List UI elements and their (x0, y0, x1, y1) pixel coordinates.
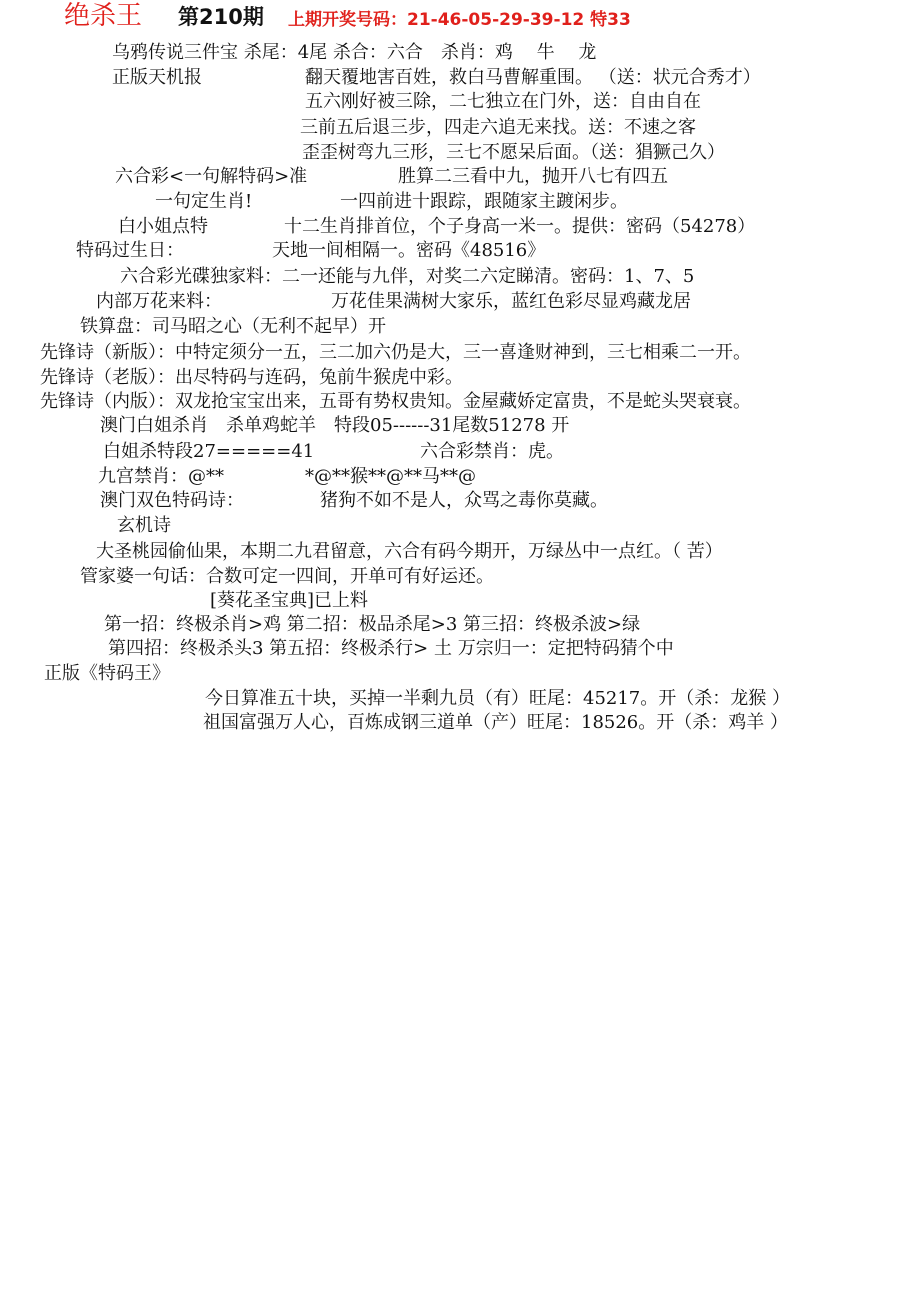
line-wanhua-text: 万花佳果满树大家乐，蓝红色彩尽显鸡藏龙居 (331, 291, 691, 312)
line-tema-king-2: 祖国富强万人心，百炼成钢三道单（产）旺尾：18526。开（杀：鸡羊 ） (203, 712, 788, 733)
section-heading-tema-king: 正版《特码王》 (44, 663, 170, 684)
line-disc-exclusive: 六合彩光碟独家料：二一还能与九伴，对奖二六定睇清。密码：1、7、5 (120, 266, 695, 287)
line-nine-palace-label: 九宫禁肖：@** (98, 466, 224, 487)
line-iron-abacus: 铁算盘：司马昭之心（无利不起早）开 (80, 316, 386, 337)
line-moves-1: 第一招：终极杀肖>鸡 第二招：极品杀尾>3 第三招：终极杀波>绿 (104, 614, 641, 635)
line-tianji-3: 三前五后退三步，四走六追无来找。送：不速之客 (300, 117, 696, 138)
section-heading-mystic-poem: 玄机诗 (117, 515, 171, 536)
line-poem-inner: 先锋诗（内版）：双龙抢宝宝出来，五哥有势权贵知。金屋藏娇定富贵，不是蛇头哭衰衰。 (40, 391, 751, 412)
line-moves-2: 第四招：终极杀头3 第五招：终极杀行> 土 万宗归一：定把特码猜个中 (108, 638, 674, 659)
line-forbidden-zodiac: 六合彩禁肖：虎。 (420, 441, 564, 462)
line-macau-kill: 澳门白姐杀肖 杀单鸡蛇羊 特段05------31尾数51278 开 (100, 415, 570, 436)
line-crow-legend: 乌鸦传说三件宝 杀尾：4尾 杀合：六合 杀肖：鸡 牛 龙 (112, 42, 597, 63)
line-zodiac-label: 一句定生肖! (155, 191, 253, 212)
line-tianji-label: 正版天机报 (112, 67, 202, 88)
line-one-sentence-text: 胜算二三看中九，抛开八七有四五 (398, 166, 668, 187)
line-tianji-text: 翻天覆地害百姓，救白马曹解重围。 （送：状元合秀才） (305, 67, 761, 88)
line-poem-old: 先锋诗（老版）：出尽特码与连码，兔前牛猴虎中彩。 (40, 367, 463, 388)
last-draw-result: 上期开奖号码：21-46-05-29-39-12 特33 (288, 10, 631, 30)
line-miss-bai-text: 十二生肖排首位，个子身高一米一。提供：密码（54278） (284, 216, 756, 237)
line-two-color-label: 澳门双色特码诗： (100, 490, 244, 511)
line-miss-bai-label: 白小姐点特 (118, 216, 208, 237)
line-tianji-4: 歪歪树弯九三形，三七不愿呆后面。（送：猖獗己久） (302, 142, 725, 163)
line-tianji-2: 五六刚好被三除，二七独立在门外，送：自由自在 (305, 91, 701, 112)
line-nine-palace-text: *@**猴**@**马**@ (305, 466, 476, 487)
line-housekeeper: 管家婆一句话：合数可定一四间，开单可有好运还。 (80, 566, 494, 587)
line-poem-new: 先锋诗（新版）：中特定须分一五，三二加六仍是大，三一喜逢财神到，三七相乘二一开。 (40, 342, 751, 363)
section-heading-sunflower: [葵花圣宝典]已上料 (210, 590, 369, 611)
line-mystic-poem: 大圣桃园偷仙果，本期二九君留意，六合有码今期开，万绿丛中一点红。（ 苦） (96, 541, 723, 562)
line-two-color-text: 猪狗不如不是人，众骂之毒你莫藏。 (320, 490, 608, 511)
line-wanhua-label: 内部万花来料： (96, 291, 222, 312)
page-title: 绝杀王 (64, 1, 143, 31)
line-baijie-segment: 白姐杀特段27=====41 (103, 441, 315, 462)
line-tema-king-1: 今日算准五十块，买掉一半剩九员（有）旺尾：45217。开（杀：龙猴 ） (205, 688, 790, 709)
line-zodiac-text: 一四前进十跟踪，跟随家主踱闲步。 (340, 191, 628, 212)
line-birthday-text: 天地一间相隔一。密码《48516》 (272, 240, 546, 261)
line-one-sentence-label: 六合彩<一句解特码>准 (115, 166, 308, 187)
issue-number: 第210期 (178, 5, 264, 29)
line-birthday-label: 特码过生日： (76, 240, 184, 261)
